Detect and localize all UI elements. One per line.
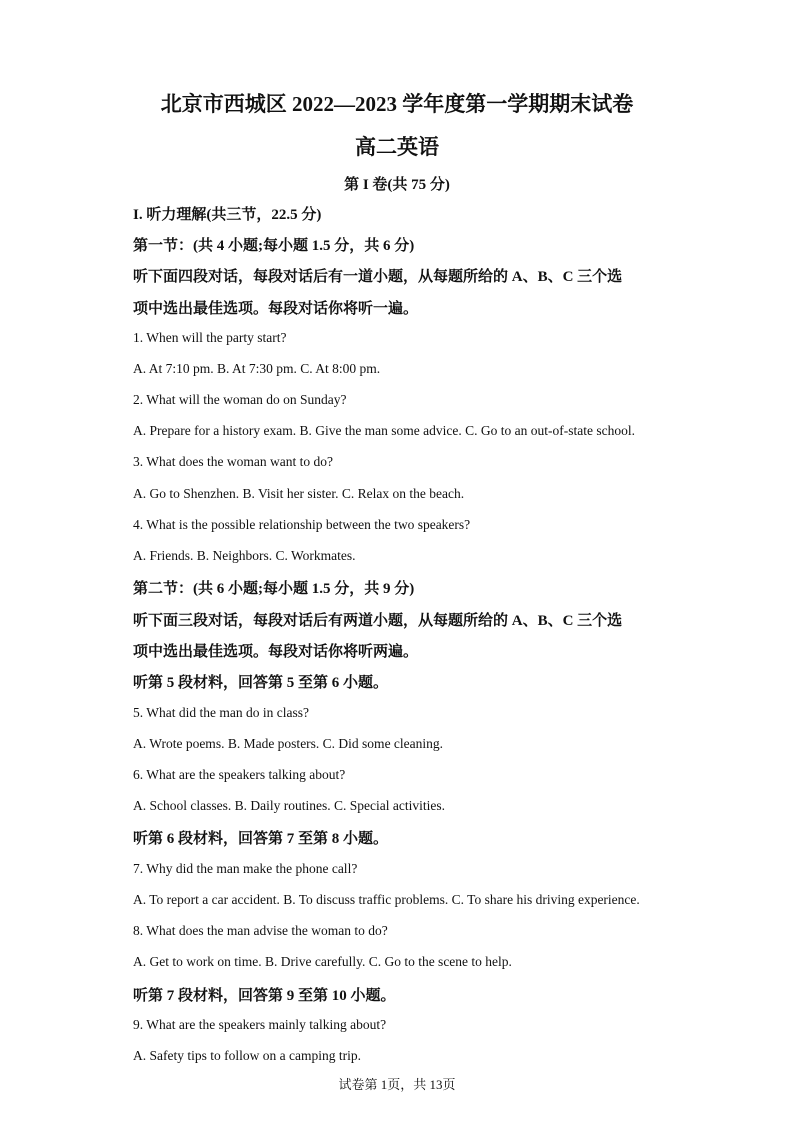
subsection-2-instruction-line-2: 项中选出最佳选项。每段对话你将听两遍。 — [133, 644, 419, 660]
question-1: 1. When will the party start? — [133, 330, 287, 345]
part-label: 第 I 卷(共 75 分) — [344, 177, 450, 193]
material-7-heading: 听第 7 段材料，回答第 9 至第 10 小题。 — [133, 988, 396, 1004]
question-5-options: A. Wrote poems. B. Made posters. C. Did some cleaning. — [133, 736, 444, 751]
question-9: 9. What are the speakers mainly talking about? — [133, 1017, 387, 1032]
question-8: 8. What does the man advise the woman to do? — [133, 923, 388, 938]
question-3: 3. What does the woman want to do? — [133, 454, 333, 469]
page-footer: 试卷第 1页，共 13页 — [338, 1077, 456, 1092]
question-7: 7. Why did the man make the phone call? — [133, 861, 358, 876]
question-2-options: A. Prepare for a history exam. B. Give the man some advice. C. Go to an out-of-state school. — [133, 423, 635, 438]
question-6-options: A. School classes. B. Daily routines. C. Special activities. — [133, 798, 445, 813]
question-3-options: A. Go to Shenzhen. B. Visit her sister. C. Relax on the beach. — [133, 486, 465, 501]
question-5: 5. What did the man do in class? — [133, 705, 309, 720]
material-5-heading: 听第 5 段材料，回答第 5 至第 6 小题。 — [133, 675, 389, 691]
question-9-option-a: A. Safety tips to follow on a camping trip. — [133, 1048, 361, 1063]
question-4-options: A. Friends. B. Neighbors. C. Workmates. — [133, 548, 356, 563]
material-6-heading: 听第 6 段材料，回答第 7 至第 8 小题。 — [133, 831, 389, 847]
subsection-2-instruction-line-1: 听下面三段对话，每段对话后有两道小题，从每题所给的 A、B、C 三个选 — [133, 613, 623, 629]
section-heading: I. 听力理解(共三节，22.5 分) — [133, 207, 322, 223]
subsection-1-heading: 第一节：(共 4 小题;每小题 1.5 分，共 6 分) — [133, 238, 415, 254]
question-4: 4. What is the possible relationship between the two speakers? — [133, 517, 471, 532]
subsection-1-instruction-line-2: 项中选出最佳选项。每段对话你将听一遍。 — [133, 301, 419, 317]
question-1-options: A. At 7:10 pm. B. At 7:30 pm. C. At 8:00 pm. — [133, 361, 381, 376]
subsection-1-instruction-line-1: 听下面四段对话，每段对话后有一道小题，从每题所给的 A、B、C 三个选 — [133, 269, 623, 285]
page-title: 北京市西城区 2022—2023 学年度第一学期期末试卷 — [160, 92, 634, 116]
question-6: 6. What are the speakers talking about? — [133, 767, 346, 782]
question-8-options: A. Get to work on time. B. Drive carefully. C. Go to the scene to help. — [133, 954, 512, 969]
question-2: 2. What will the woman do on Sunday? — [133, 392, 347, 407]
subsection-2-heading: 第二节：(共 6 小题;每小题 1.5 分，共 9 分) — [133, 581, 415, 597]
question-7-options: A. To report a car accident. B. To discuss traffic problems. C. To share his driving experience. — [133, 892, 640, 907]
subject-title: 高二英语 — [355, 135, 439, 159]
